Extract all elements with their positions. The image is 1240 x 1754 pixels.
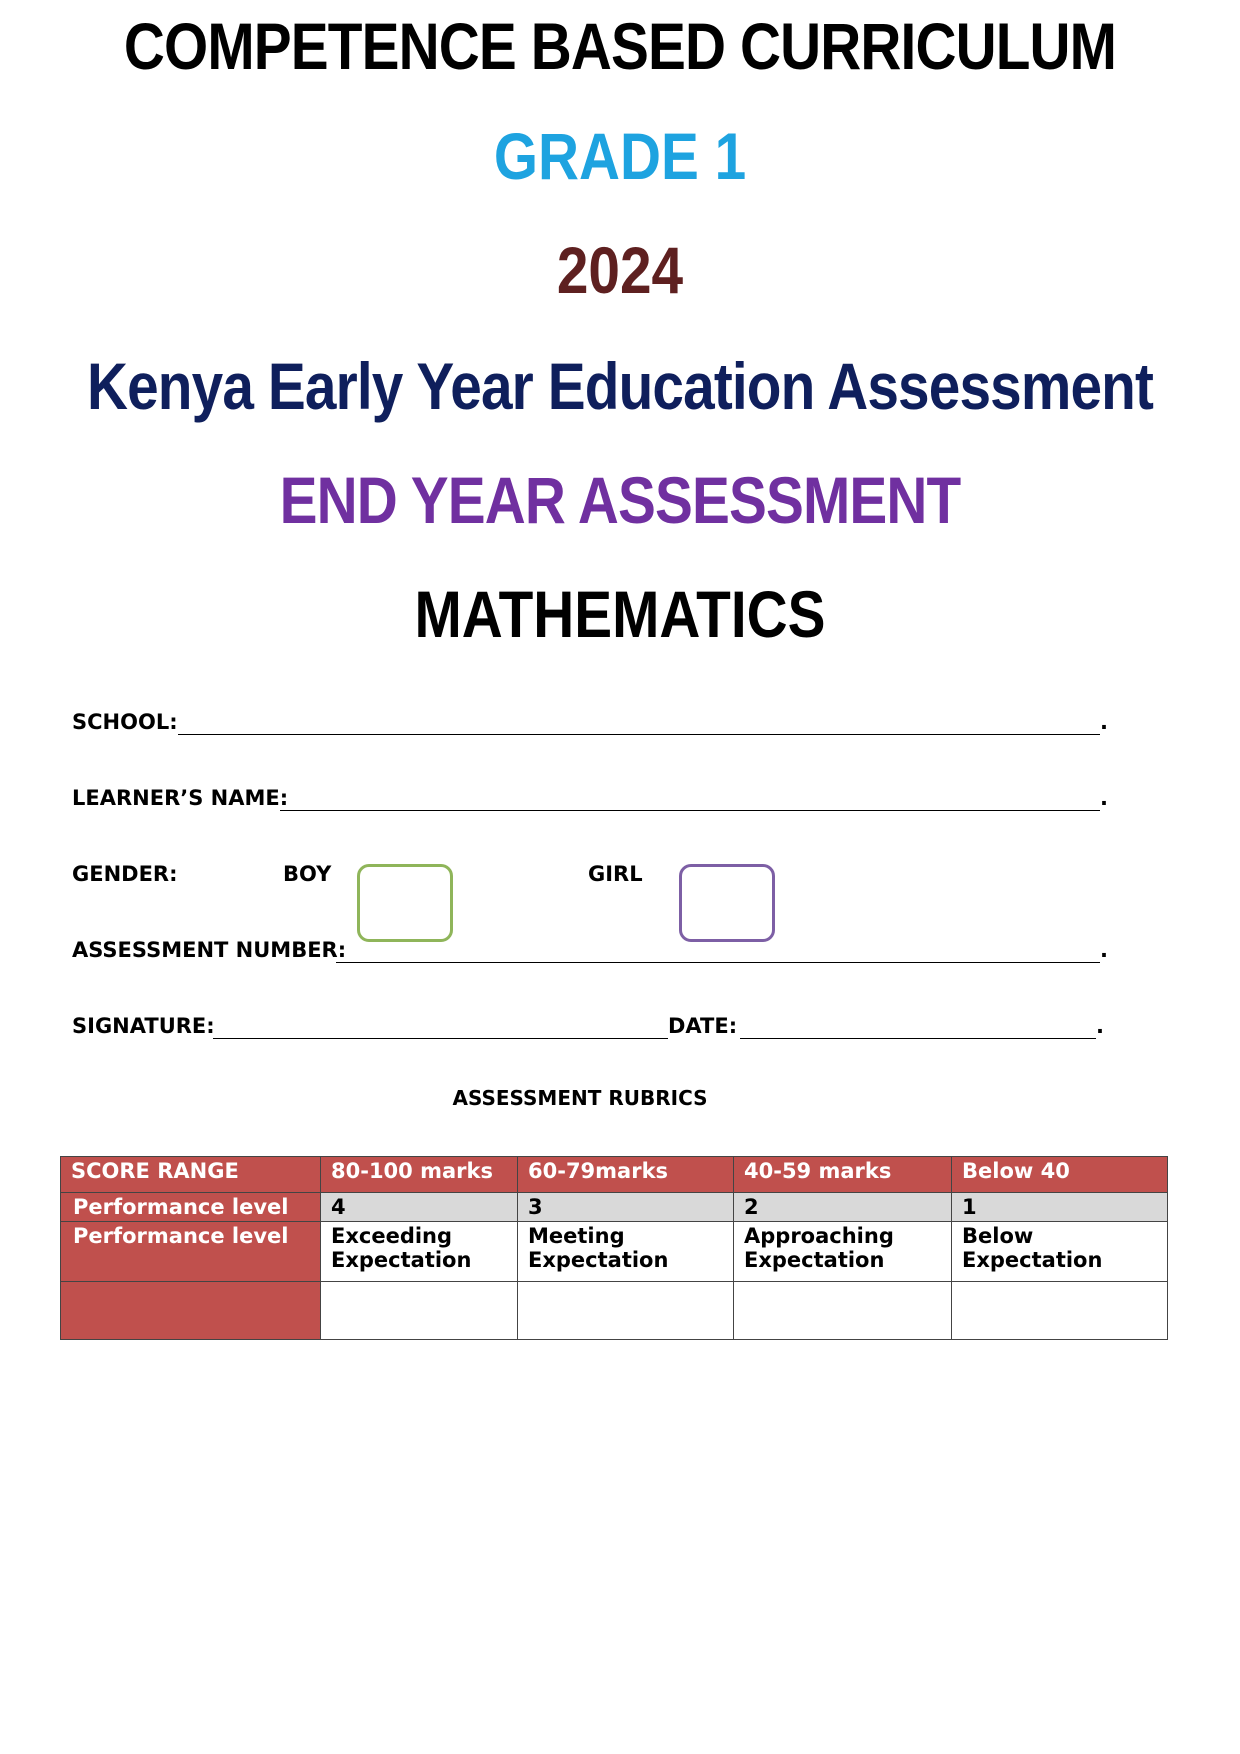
girl-checkbox[interactable] [679,864,775,942]
girl-label: GIRL [588,862,643,886]
assessment-number-line-end: . [1100,938,1108,962]
table-row [61,1157,1168,1193]
signature-label: SIGNATURE: [72,1014,215,1038]
performance-level-label-2: Performance level [61,1222,321,1282]
curriculum-title: COMPETENCE BASED CURRICULUM [123,9,1117,83]
date-input-line[interactable] [740,1038,1096,1039]
descriptor-cell: Exceeding Expectation [321,1222,518,1282]
learner-name-line-end: . [1100,786,1108,810]
assessment-type-title: END YEAR ASSESSMENT [279,463,961,537]
subject-title: MATHEMATICS [414,577,826,651]
date-label: DATE: [668,1014,738,1038]
gender-label: GENDER: [72,862,178,886]
assessment-body-title: Kenya Early Year Education Assessment [86,349,1154,423]
school-label: SCHOOL: [72,710,178,734]
year-title: 2024 [556,233,684,307]
boy-checkbox[interactable] [357,864,453,942]
range-cell: Below 40 [952,1157,1168,1193]
learner-name-label: LEARNER’S NAME: [72,786,289,810]
descriptor-cell: Approaching Expectation [734,1222,952,1282]
date-line-end: . [1096,1014,1104,1038]
level-cell: 1 [952,1193,1168,1222]
rubrics-table [60,1156,1168,1340]
learner-name-input-line[interactable] [280,810,1100,811]
school-line-end: . [1100,710,1108,734]
level-cell: 3 [518,1193,734,1222]
range-cell: 60-79marks [518,1157,734,1193]
score-entry-cell[interactable] [952,1282,1168,1340]
table-row [61,1193,1168,1222]
score-entry-cell[interactable] [518,1282,734,1340]
table-row [61,1222,1168,1282]
assessment-number-input-line[interactable] [336,962,1100,963]
grade-title: GRADE 1 [493,119,747,193]
descriptor-cell: Below Expectation [952,1222,1168,1282]
range-cell: 80-100 marks [321,1157,518,1193]
score-range-label: SCORE RANGE [61,1157,321,1193]
level-cell: 4 [321,1193,518,1222]
boy-label: BOY [283,862,332,886]
range-cell: 40-59 marks [734,1157,952,1193]
table-row [61,1282,1168,1340]
descriptor-cell: Meeting Expectation [518,1222,734,1282]
rubrics-title: ASSESSMENT RUBRICS [452,1086,708,1110]
blank-label-cell [61,1282,321,1340]
score-entry-cell[interactable] [321,1282,518,1340]
signature-input-line[interactable] [213,1038,668,1039]
school-input-line[interactable] [178,734,1100,735]
assessment-number-label: ASSESSMENT NUMBER: [72,938,347,962]
performance-level-label: Performance level [61,1193,321,1222]
score-entry-cell[interactable] [734,1282,952,1340]
level-cell: 2 [734,1193,952,1222]
